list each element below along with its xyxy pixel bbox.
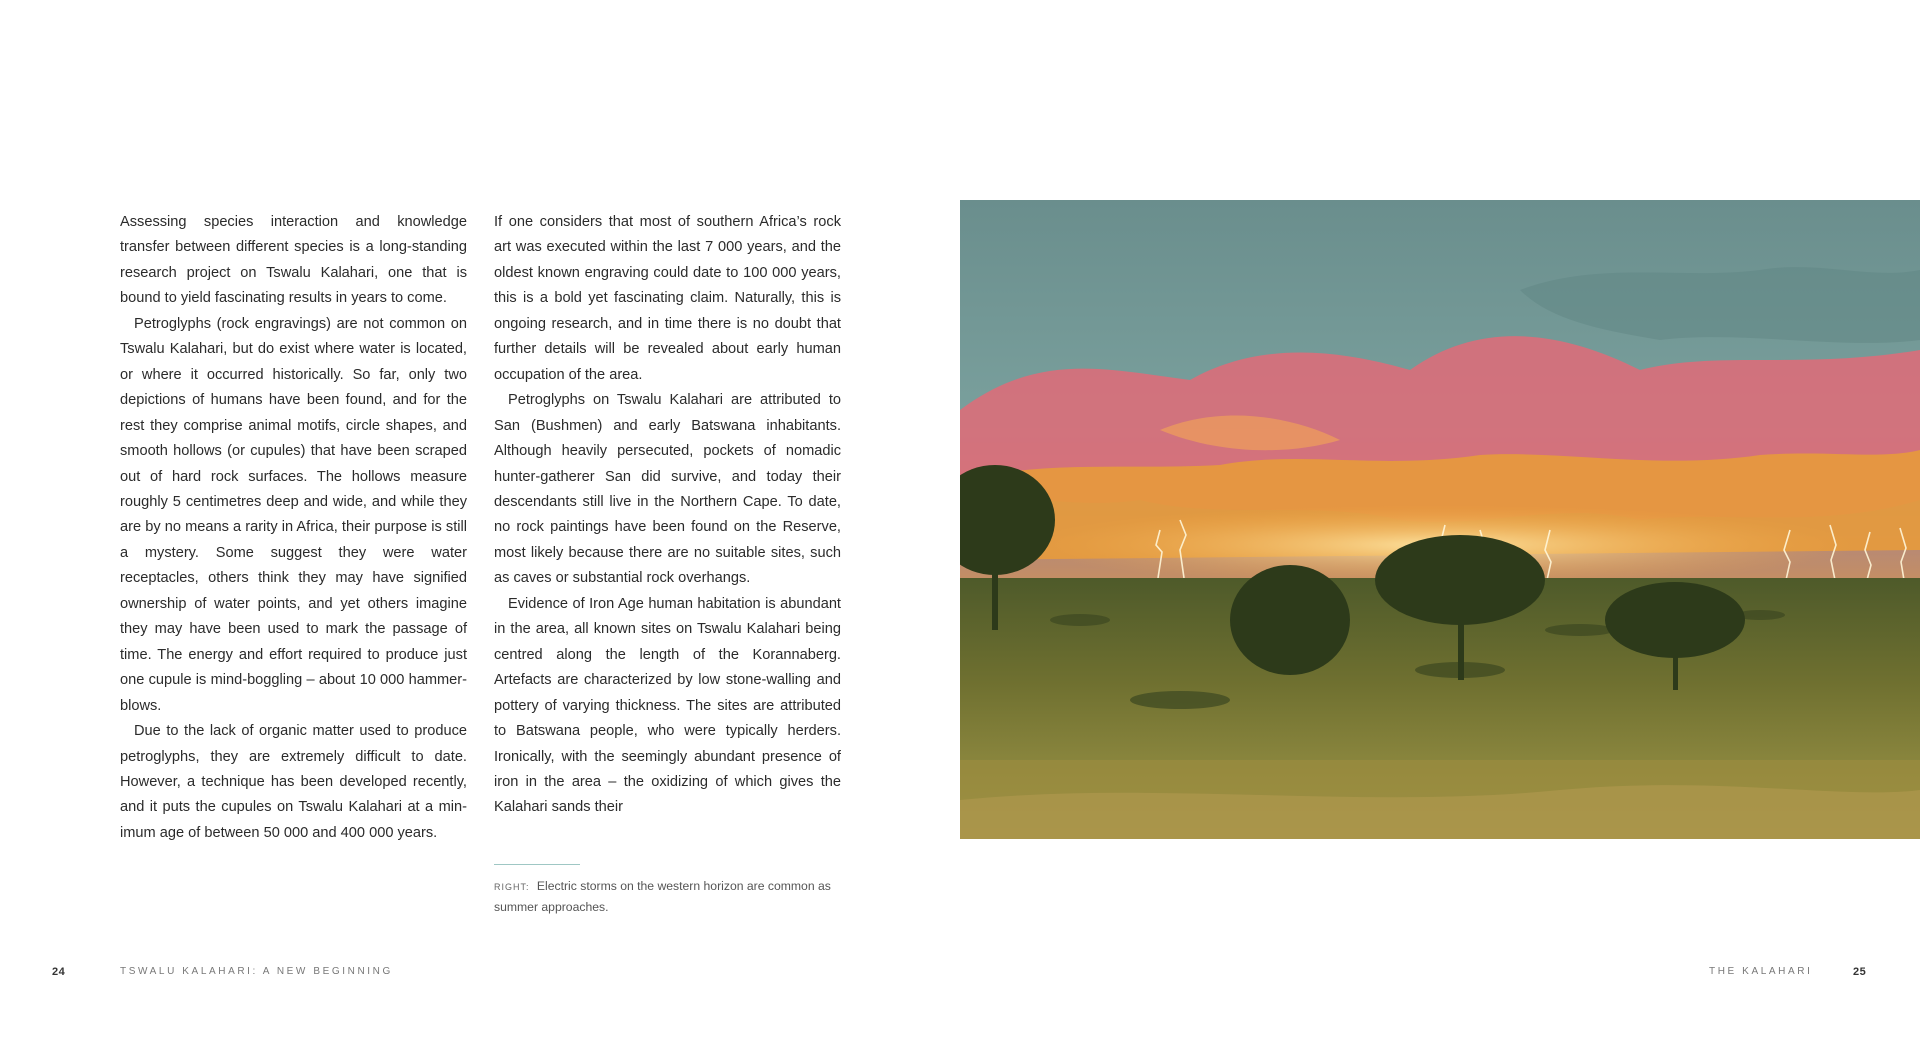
right-running-head: THE KALAHARI — [1709, 966, 1813, 977]
left-paragraph-3: Due to the lack of organic matter used to produce petroglyphs, they are extremely difficult to date. However, a technique has been developed recently, and it puts the cupules on Tswalu Kalahari at a minimum age of between 50 000 and 400 000 years. — [120, 723, 467, 841]
left-paragraph-1: Assessing species interaction and knowledge transfer between different species is a long-standing research project on Tswalu Kalahari, one that is bound to yield fascinating results in years to come. — [120, 214, 467, 307]
caption-label: RIGHT: — [494, 882, 530, 892]
caption-text: Electric storms on the western horizon are common as summer approaches. — [494, 879, 831, 914]
right-page-number: 25 — [1853, 966, 1867, 978]
caption-rule — [494, 864, 580, 865]
right-paragraph-2: Petroglyphs on Tswalu Kalahari are attributed to San (Bushmen) and early Batswana inhabitants. Although heavily persecuted, pockets of nomadic hunter-gatherer San did survive, and today their descendants still live in the Northern Cape. To date, no rock paintings have been found on the Reserve, most likely because there are no suitable sites, such as caves or substantial rock overhangs. — [494, 392, 841, 587]
left-paragraph-2: Petroglyphs (rock engravings) are not common on Tswalu Kalahari, but do exist where water is located, or where it occurred historically. So far, only two depictions of humans have been found, and for the rest they comprise animal motifs, circle shapes, and smooth hollows (or cupules) that have been scraped out of hard rock surfaces. The hollows measure roughly 5 centimetres deep and wide, and while they are by no means a rarity in Africa, their purpose is still a mystery. Some suggest they were water receptacles, others think they may have signified ownership of water points, and yet others imagine they may have been used to mark the passage of time. The energy and effort required to produce just one cupule is mind-boggling – about 10 000 hammer-blows. — [120, 315, 467, 714]
right-paragraph-3: Evidence of Iron Age human habitation is abundant in the area, all known sites on Tswalu Kalahari being centred along the length of the Korannaberg. Artefacts are characterized by low stone-walling and pottery of varying thickness. The sites are attributed to Batswana people, who were typically herders. Ironically, with the seemingly abundant presence of iron in the area – the oxidizing of which gives the Kalahari sands their — [494, 595, 841, 816]
right-paragraph-1: If one considers that most of southern Africa’s rock art was executed within the last 7 000 years, and the oldest known engraving could date to 100 000 years, this is a bold yet fascinating claim. Naturally, this is ongoing research, and in time there is no doubt that further details will be revealed about early human occupation of the area. — [494, 214, 841, 383]
left-running-head: TSWALU KALAHARI: A NEW BEGINNING — [120, 966, 393, 977]
right-text-column — [494, 210, 841, 821]
storm-photo-illustration — [960, 200, 1920, 839]
storm-photo — [960, 200, 1920, 839]
left-page-number: 24 — [52, 966, 66, 978]
photo-caption — [494, 876, 834, 917]
left-text-column — [120, 210, 467, 846]
